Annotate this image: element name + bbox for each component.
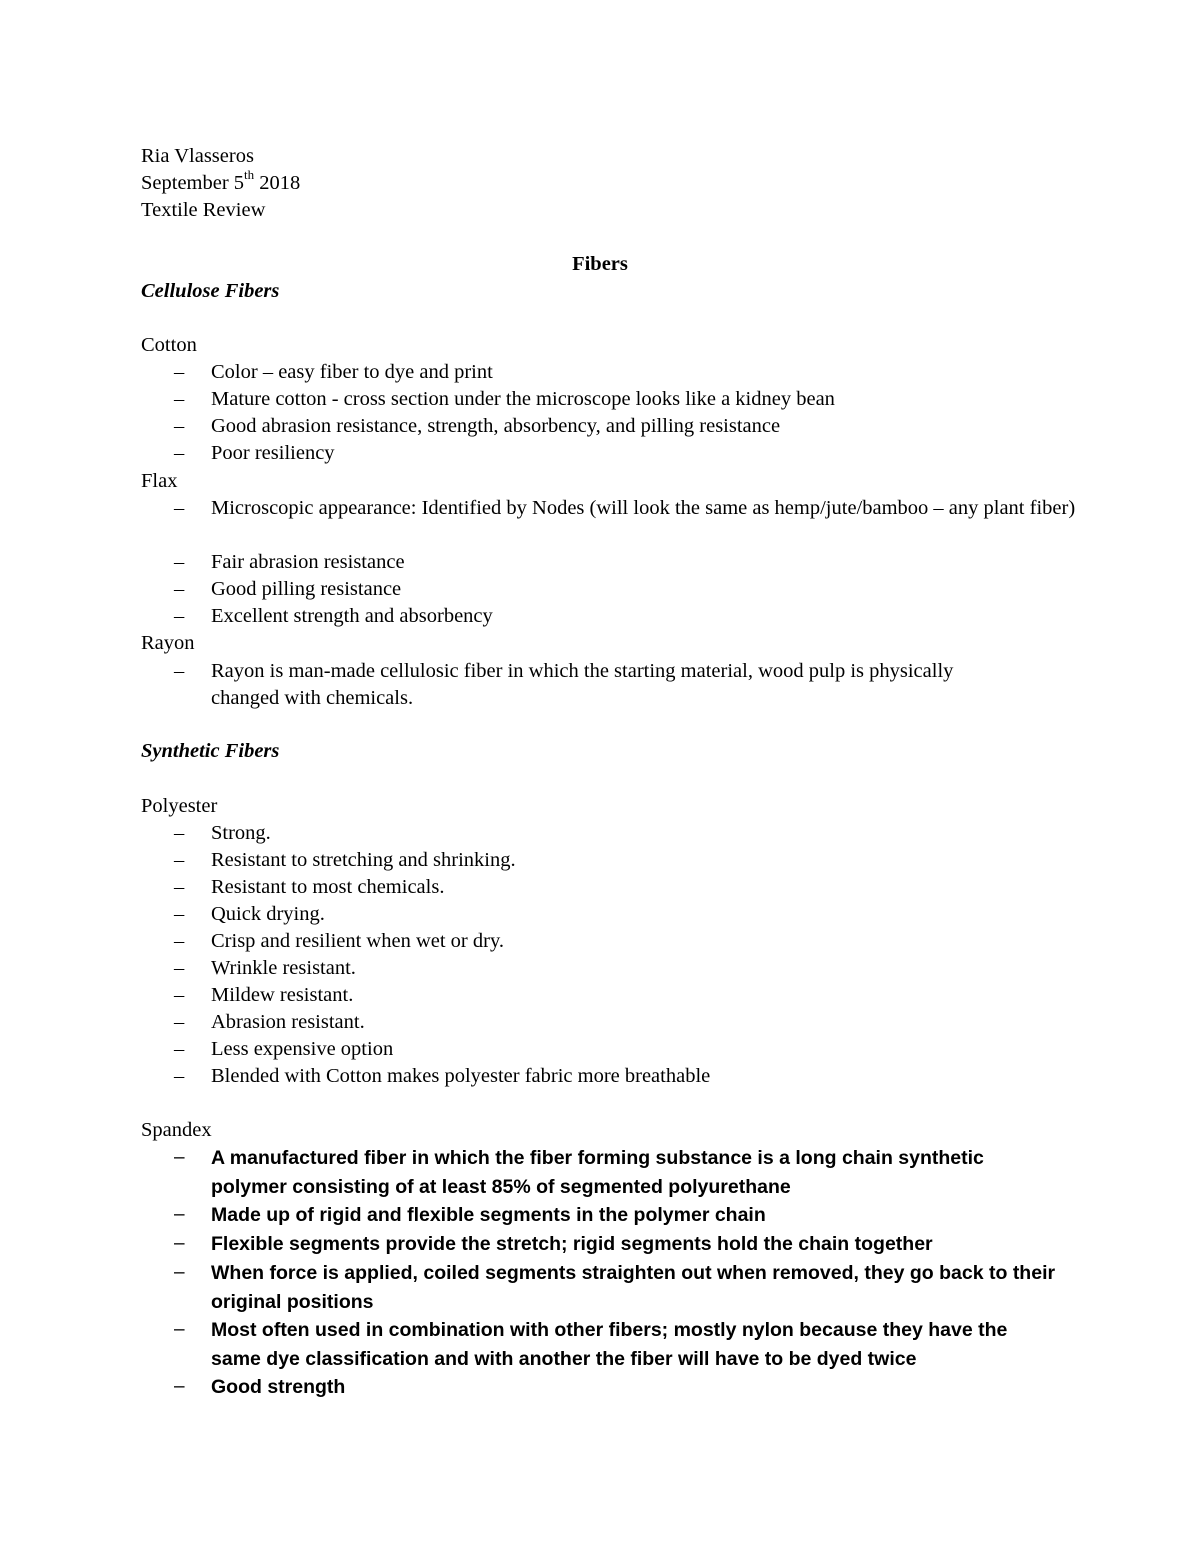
spandex-item-text: A manufactured fiber in which the fiber forming substance is a long chain synthetic polymer consisting of at least 85% of segmented polyurethane — [211, 1147, 984, 1198]
bullet-dash: – — [174, 660, 185, 682]
flax-label: Flax — [141, 470, 178, 492]
date-superscript: th — [244, 167, 255, 183]
bullet-dash: – — [174, 876, 185, 898]
page-title: Fibers — [572, 253, 628, 275]
cotton-item-text: Good abrasion resistance, strength, absorbency, and pilling resistance — [211, 415, 781, 437]
polyester-item-text: Resistant to stretching and shrinking. — [211, 849, 516, 871]
bullet-dash: – — [174, 415, 185, 437]
spandex-label: Spandex — [141, 1119, 212, 1141]
bullet-dash: – — [174, 1204, 185, 1225]
bullet-dash: – — [174, 1011, 185, 1033]
flax-item-text: Microscopic appearance: Identified by Nodes (will look the same as hemp/jute/bamboo – any plant fiber) — [211, 497, 1076, 519]
bullet-dash: – — [174, 822, 185, 844]
flax-item-text: Good pilling resistance — [211, 578, 402, 600]
flax-item-text: Fair abrasion resistance — [211, 551, 405, 573]
rayon-label: Rayon — [141, 632, 195, 654]
bullet-dash: – — [174, 361, 185, 383]
spandex-item-text: Good strength — [211, 1376, 346, 1398]
bullet-dash: – — [174, 957, 185, 979]
cotton-item-text: Mature cotton - cross section under the microscope looks like a kidney bean — [211, 388, 835, 410]
cotton-item-text: Color – easy fiber to dye and print — [211, 361, 493, 383]
bullet-dash: – — [174, 388, 185, 410]
bullet-dash: – — [174, 984, 185, 1006]
bullet-dash: – — [174, 930, 185, 952]
author-name: Ria Vlasseros — [141, 145, 254, 167]
bullet-dash: – — [174, 1319, 185, 1340]
date-suffix: 2018 — [254, 172, 301, 194]
flax-item-text: Excellent strength and absorbency — [211, 605, 493, 627]
spandex-item-text: Made up of rigid and flexible segments in the polymer chain — [211, 1204, 766, 1226]
polyester-item-text: Crisp and resilient when wet or dry. — [211, 930, 505, 952]
cellulose-heading: Cellulose Fibers — [141, 280, 280, 302]
date-prefix: September 5 — [141, 172, 245, 194]
polyester-label: Polyester — [141, 795, 218, 817]
bullet-dash: – — [174, 1233, 185, 1254]
bullet-dash: – — [174, 903, 185, 925]
bullet-dash: – — [174, 578, 185, 600]
document-date — [141, 167, 301, 197]
bullet-dash: – — [174, 1262, 185, 1283]
spandex-item-text: When force is applied, coiled segments straighten out when removed, they go back to their original positions — [211, 1262, 1056, 1313]
polyester-item-text: Strong. — [211, 822, 271, 844]
bullet-dash: – — [174, 497, 185, 519]
bullet-dash: – — [174, 551, 185, 573]
polyester-item-text: Quick drying. — [211, 903, 325, 925]
bullet-dash: – — [174, 849, 185, 871]
polyester-item-text: Less expensive option — [211, 1038, 394, 1060]
bullet-dash: – — [174, 1065, 185, 1087]
rayon-item-text: Rayon is man-made cellulosic fiber in which the starting material, wood pulp is physically changed with chemicals. — [211, 660, 954, 709]
polyester-item-text: Resistant to most chemicals. — [211, 876, 445, 898]
polyester-item-text: Mildew resistant. — [211, 984, 354, 1006]
course-name: Textile Review — [141, 199, 266, 221]
spandex-item-text: Most often used in combination with other fibers; mostly nylon because they have the same dye classification and with another the fiber will have to be dyed twice — [211, 1319, 1008, 1370]
bullet-dash: – — [174, 1147, 185, 1168]
polyester-item-text: Blended with Cotton makes polyester fabric more breathable — [211, 1065, 711, 1087]
polyester-item-text: Wrinkle resistant. — [211, 957, 356, 979]
bullet-dash: – — [174, 1038, 185, 1060]
cotton-label: Cotton — [141, 334, 197, 356]
bullet-dash: – — [174, 605, 185, 627]
cotton-item-text: Poor resiliency — [211, 442, 335, 464]
spandex-item-text: Flexible segments provide the stretch; rigid segments hold the chain together — [211, 1233, 933, 1255]
bullet-dash: – — [174, 1376, 185, 1397]
synthetic-heading: Synthetic Fibers — [141, 740, 280, 762]
polyester-item-text: Abrasion resistant. — [211, 1011, 365, 1033]
bullet-dash: – — [174, 442, 185, 464]
